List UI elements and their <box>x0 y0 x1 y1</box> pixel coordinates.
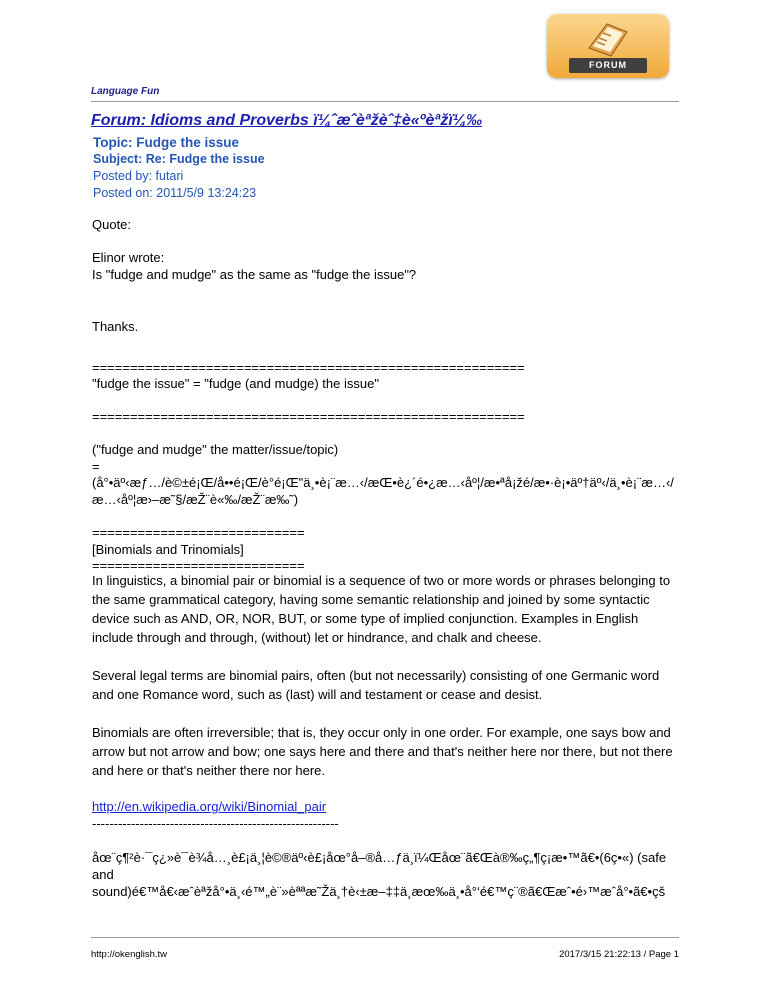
binomials-heading: [Binomials and Trinomials] <box>92 542 244 557</box>
garbled-line: sound)é€™å€‹æˆèªžå°•ä¸‹é™„è¨»èªªæ˜Žä¸†è‹±æ–‡‡ä¸æœ‰ä¸•å°‘é€™ç¨®ã€Œæˆ•é›™æˆå°•ã€•çš <box>92 884 666 899</box>
post-subject: Subject: Re: Fudge the issue <box>93 152 265 166</box>
garbled-line: (å°•äº‹æƒ…/è©±é¡Œ/å••é¡Œ/è°é¡Œ"ä¸•è¡¨æ…‹/æŒ•è¿´é•¿æ…‹åº¦/æ•ªå¡žé/æ•·è¡•äº†äº‹/ä¸•è¡¨æ…‹/ <box>92 475 674 490</box>
garbled-line: åœ¨ç¶²è·¯ç¿»è¯è¾å…¸è£¡ä¸¦è©®äº‹è£¡åœ°å–®å…ƒä¸ï¼Œåœ¨ã€Œà®‰ç„¶ç¡æ•™ã€•(6ç•«) (safe <box>92 850 667 865</box>
footer-url: http://okenglish.tw <box>91 949 168 960</box>
logo-label: FORUM <box>569 58 647 73</box>
paragraph: Binomials are often irreversible; that is, they occur only in one order. For example, one says bow and arrow but not arrow and bow; one says here and there and that's neither here nor there, but not there and here or that's neither there nor here. <box>92 725 673 778</box>
wikipedia-link[interactable]: http://en.wikipedia.org/wiki/Binomial_pair <box>92 799 327 814</box>
quote-thanks: Thanks. <box>92 319 139 334</box>
quote-author: Elinor wrote: <box>92 250 165 265</box>
footer-divider <box>91 937 679 938</box>
equivalence-line: "fudge the issue" = "fudge (and mudge) the issue" <box>92 376 379 391</box>
footer-page-info: 2017/3/15 21:22:13 / Page 1 <box>559 949 679 960</box>
header-divider <box>91 101 679 102</box>
paragraph: Several legal terms are binomial pairs, often (but not necessarily) consisting of one Germanic word and one Romance word, such as (last) will and testament or cease and desist. <box>92 668 660 702</box>
post-date: Posted on: 2011/5/9 13:24:23 <box>93 186 257 200</box>
paragraph: In linguistics, a binomial pair or binomial is a sequence of two or more words or phrases belonging to the same grammatical category, having some semantic relationship and joined by some syntactic device such as AND, OR, NOR, BUT, or some type of implied conjunction. Examples in English include through and through, (without) let or hindrance, and chalk and cheese. <box>92 573 671 645</box>
divider-line: ============================ <box>92 525 305 540</box>
divider-line: ========================================================= <box>92 409 525 424</box>
quote-label: Quote: <box>92 217 132 232</box>
forum-logo <box>547 14 669 78</box>
phrase-line: ("fudge and mudge" the matter/issue/topic) <box>92 442 339 457</box>
quote-question: Is "fudge and mudge" as the same as "fudge the issue"? <box>92 267 417 282</box>
site-name: Language Fun <box>91 86 160 97</box>
forum-title-link[interactable]: Forum: Idioms and Proverbs ï¼ˆæˆèªžèˆ‡è«ºèªžï¼‰ <box>91 112 483 129</box>
equals-line: = <box>92 459 100 474</box>
book-icon <box>585 18 631 58</box>
garbled-line: and <box>92 867 114 882</box>
divider-line: ============================ <box>92 558 305 573</box>
divider-line: ========================================================= <box>92 360 525 375</box>
topic-title: Topic: Fudge the issue <box>93 135 240 150</box>
garbled-line: æ…‹åº¦æ›–æ˜§/æŽ¨è«‰/æŽ¨æ‰˜) <box>92 492 299 507</box>
dash-divider: --------------------------------------------------------- <box>92 816 339 831</box>
post-author: Posted by: futari <box>93 169 184 183</box>
